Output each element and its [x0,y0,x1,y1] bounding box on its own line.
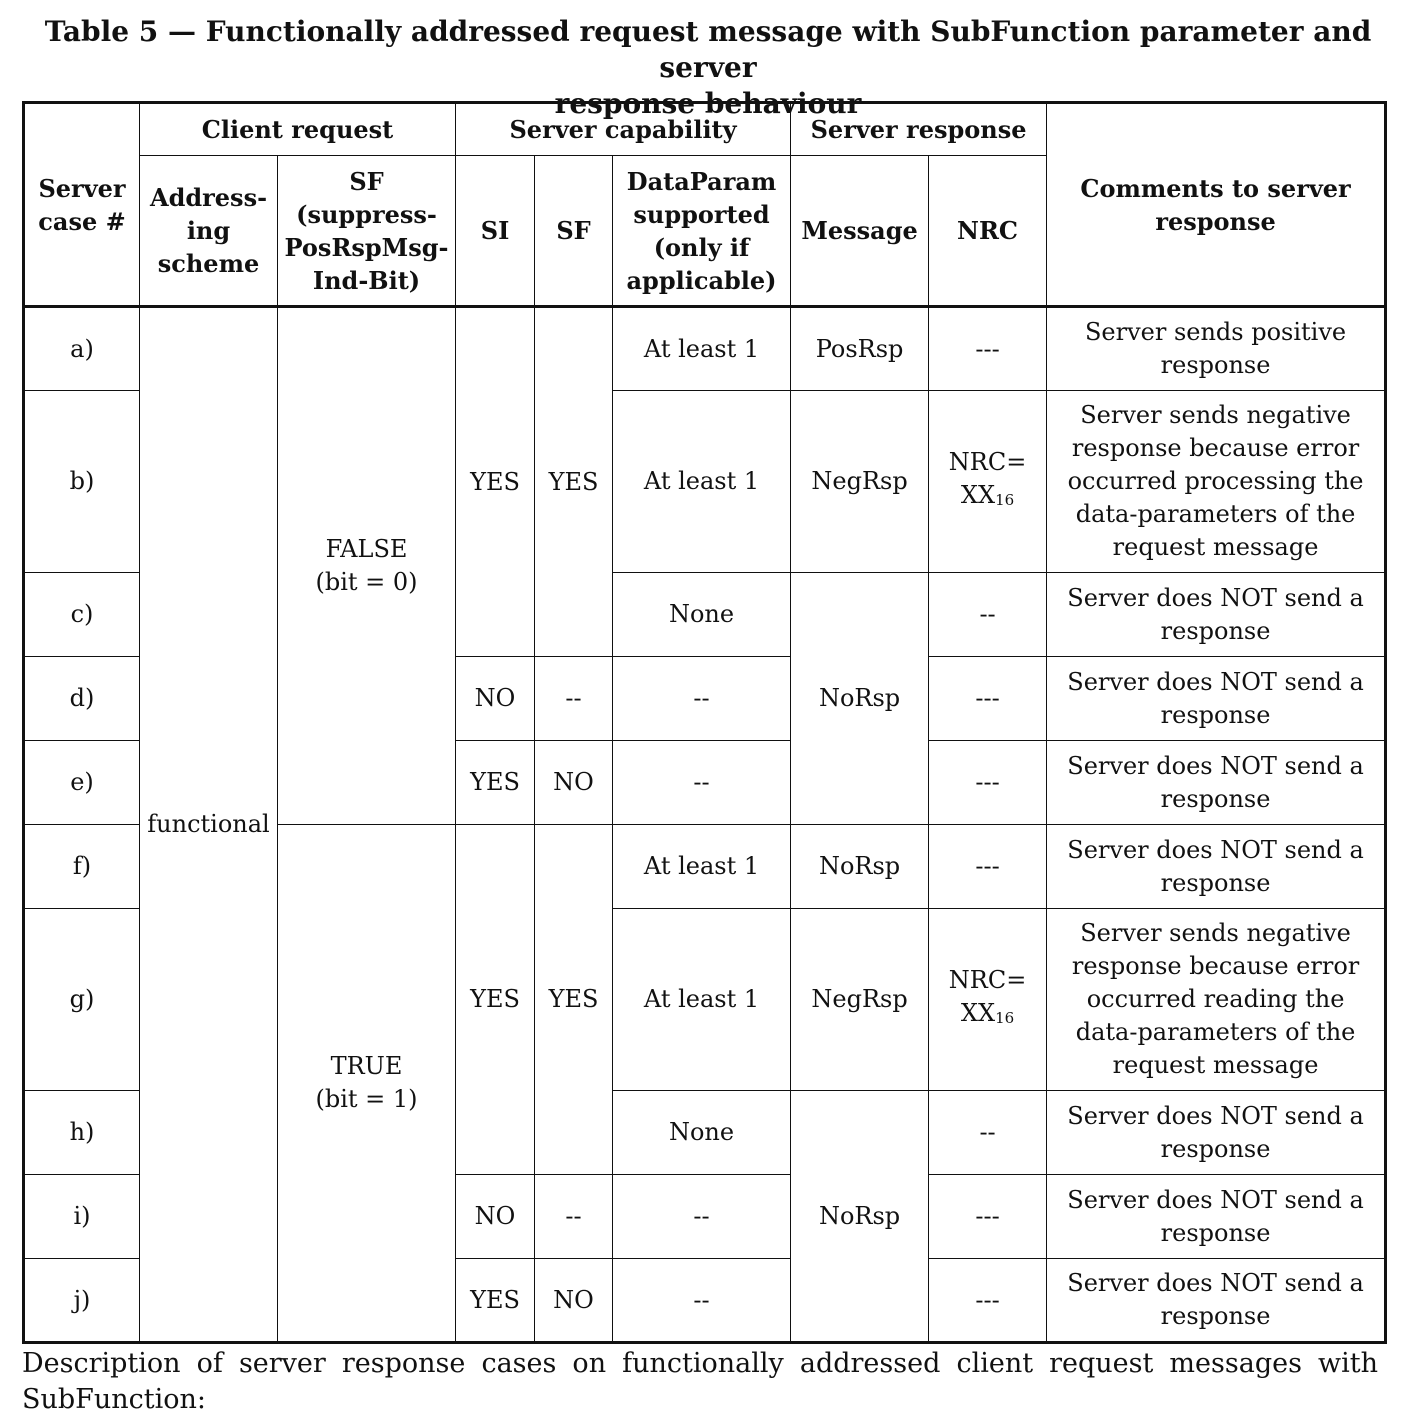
header-sf-suppress-bit: SF (suppress-PosRspMsg-Ind-Bit) [278,156,456,307]
si-cell: NO [456,1175,535,1259]
sf-false-line-2: (bit = 0) [315,568,418,596]
nrc-prefix: NRC= [948,966,1027,994]
header-sf: SF [535,156,613,307]
comment-cell: Server does NOT send a response [1047,1091,1386,1175]
dataparam-cell: At least 1 [613,391,791,573]
comment-cell: Server does NOT send a response [1047,573,1386,657]
addressing-scheme-cell: functional [140,307,278,1343]
response-behaviour-table [22,101,1387,1344]
comment-cell: Server sends positive response [1047,307,1386,391]
nrc-value: XX [960,481,996,509]
sf-true-line-2: (bit = 1) [315,1085,418,1113]
si-cell: YES [456,307,535,657]
dataparam-cell: -- [613,1259,791,1343]
header-message: Message [791,156,929,307]
case-cell: d) [24,657,140,741]
dataparam-cell: -- [613,657,791,741]
message-cell: NegRsp [791,391,929,573]
sf-cell: NO [535,1259,613,1343]
case-cell: g) [24,909,140,1091]
case-cell: c) [24,573,140,657]
nrc-cell [929,391,1047,573]
nrc-cell: --- [929,1175,1047,1259]
message-cell: PosRsp [791,307,929,391]
header-nrc: NRC [929,156,1047,307]
message-cell: NegRsp [791,909,929,1091]
nrc-subscript: 16 [995,491,1015,509]
sf-cell: -- [535,657,613,741]
header-server-case: Server case # [24,103,140,307]
case-cell: b) [24,391,140,573]
nrc-cell: --- [929,307,1047,391]
nrc-cell: -- [929,1091,1047,1175]
header-server-response: Server response [791,103,1047,156]
dataparam-cell: At least 1 [613,825,791,909]
case-cell: j) [24,1259,140,1343]
comment-cell: Server sends negative response because error occurred processing the data-parameters of the request message [1047,391,1386,573]
si-cell: NO [456,657,535,741]
dataparam-cell: -- [613,1175,791,1259]
nrc-cell: --- [929,1259,1047,1343]
case-cell: e) [24,741,140,825]
comment-cell: Server does NOT send a response [1047,657,1386,741]
comment-cell: Server sends negative response because error occurred reading the data-parameters of the request message [1047,909,1386,1091]
sf-cell: NO [535,741,613,825]
description-paragraph: Description of server response cases on functionally addressed client request messages with SubFunction: [22,1348,1378,1415]
nrc-cell: --- [929,825,1047,909]
comment-cell: Server does NOT send a response [1047,1175,1386,1259]
nrc-cell: --- [929,741,1047,825]
case-cell: i) [24,1175,140,1259]
header-si: SI [456,156,535,307]
sf-cell: -- [535,1175,613,1259]
header-dataparam: DataParam supported (only if applicable) [613,156,791,307]
comment-cell: Server does NOT send a response [1047,825,1386,909]
si-cell: YES [456,1259,535,1343]
sf-true-line-1: TRUE [330,1052,403,1080]
sf-cell: YES [535,307,613,657]
nrc-prefix: NRC= [948,448,1027,476]
dataparam-cell: None [613,573,791,657]
si-cell: YES [456,741,535,825]
case-cell: a) [24,307,140,391]
comment-cell: Server does NOT send a response [1047,741,1386,825]
nrc-subscript: 16 [995,1009,1015,1027]
table-title-line-1: Table 5 — Functionally addressed request message with SubFunction parameter and server [44,15,1372,84]
dataparam-cell: None [613,1091,791,1175]
header-addressing-scheme: Address-ing scheme [140,156,278,307]
dataparam-cell: At least 1 [613,307,791,391]
nrc-cell: -- [929,573,1047,657]
header-comments: Comments to server response [1047,103,1386,307]
sf-true-cell [278,825,456,1343]
message-cell: NoRsp [791,573,929,825]
nrc-value: XX [960,999,996,1027]
message-cell: NoRsp [791,825,929,909]
table-title-line-2: response behaviour [554,87,862,120]
case-cell: h) [24,1091,140,1175]
nrc-cell [929,909,1047,1091]
header-server-capability: Server capability [456,103,791,156]
dataparam-cell: At least 1 [613,909,791,1091]
nrc-cell: --- [929,657,1047,741]
sf-cell: YES [535,825,613,1175]
dataparam-cell: -- [613,741,791,825]
message-cell: NoRsp [791,1091,929,1343]
sf-false-cell [278,307,456,825]
si-cell: YES [456,825,535,1175]
comment-cell: Server does NOT send a response [1047,1259,1386,1343]
table-row [24,307,1386,391]
header-client-request: Client request [140,103,456,156]
sf-false-line-1: FALSE [325,535,408,563]
case-cell: f) [24,825,140,909]
